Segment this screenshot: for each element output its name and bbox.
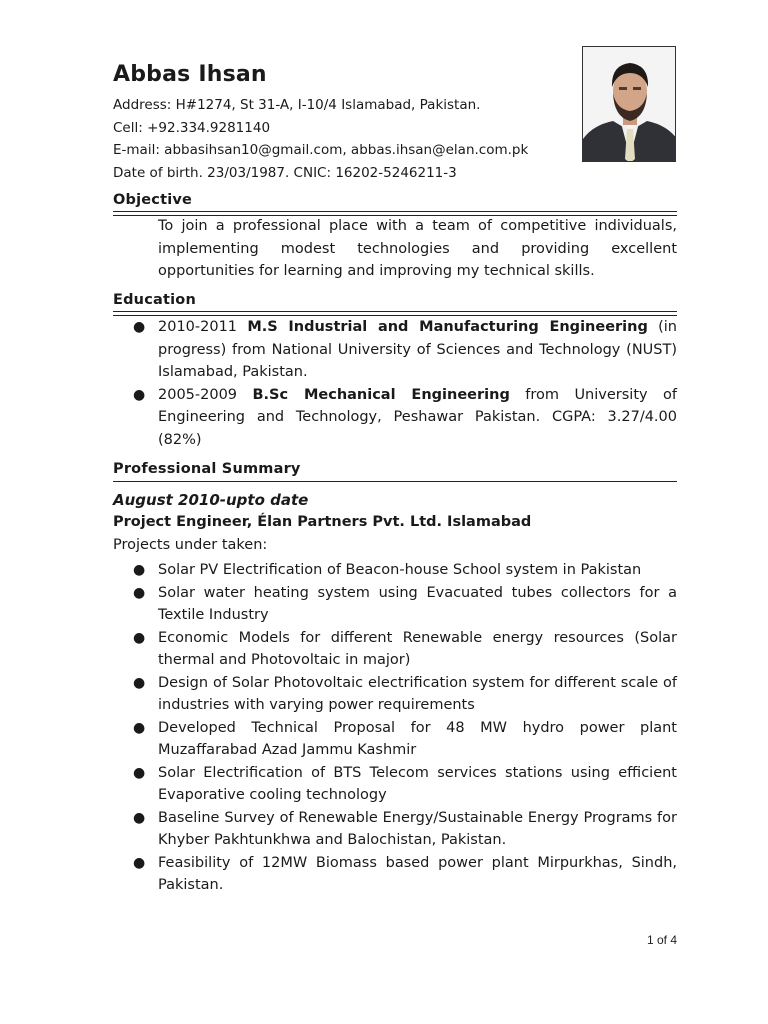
education-years: 2005-2009 (158, 386, 238, 403)
education-list (113, 316, 677, 451)
project-item (113, 762, 677, 807)
project-text: Solar water heating system using Evacuated tubes collectors for a Textile Industry (158, 584, 677, 623)
project-text: Developed Technical Proposal for 48 MW hydro power plant Muzaffarabad Azad Jammu Kashmir (158, 719, 677, 758)
project-item (113, 627, 677, 672)
project-text: Design of Solar Photovoltaic electrification system for different scale of industries with varying power requirements (158, 674, 677, 713)
summary-divider (113, 481, 677, 482)
profile-photo (582, 46, 676, 162)
summary-heading: Professional Summary (113, 461, 301, 477)
bullet-icon: ● (133, 854, 146, 871)
education-years: 2010-2011 (158, 319, 238, 335)
project-text: Economic Models for different Renewable energy resources (Solar thermal and Photovoltaic in major) (158, 629, 677, 668)
projects-list (113, 559, 677, 897)
bullet-icon: ● (133, 674, 146, 691)
bullet-icon: ● (133, 386, 146, 403)
education-degree: B.Sc Mechanical Engineering (252, 386, 510, 403)
project-text: Baseline Survey of Renewable Energy/Sustainable Energy Programs for Khyber Pakhtunkhwa and Balochistan, Pakistan. (158, 809, 677, 848)
project-item (113, 559, 677, 582)
project-item (113, 852, 677, 897)
bullet-icon: ● (133, 629, 146, 646)
bullet-icon: ● (133, 764, 146, 781)
objective-heading: Objective (113, 192, 193, 208)
email-line: E-mail: abbasihsan10@gmail.com, abbas.ihsan@elan.com.pk (113, 142, 529, 158)
education-item (113, 316, 677, 384)
page-indicator: 1 of 4 (646, 933, 677, 947)
education-details: (in progress) from National University of Sciences and Technology (NUST) Islamabad, Pakistan. (158, 319, 678, 380)
project-text: Feasibility of 12MW Biomass based power plant Mirpurkhas, Sindh, Pakistan. (158, 854, 677, 893)
project-text: Solar Electrification of BTS Telecom services stations using efficient Evaporative cooling technology (158, 764, 677, 803)
project-item (113, 807, 677, 852)
portrait-image (583, 47, 676, 162)
contact-block (113, 94, 528, 184)
education-heading: Education (113, 292, 196, 308)
education-degree: M.S Industrial and Manufacturing Engineering (247, 319, 648, 335)
dob-cnic-line: Date of birth. 23/03/1987. CNIC: 16202-5246211-3 (113, 164, 457, 181)
job-title: Project Engineer, Élan Partners Pvt. Ltd. Islamabad (113, 514, 532, 530)
project-item (113, 717, 677, 762)
candidate-name: Abbas Ihsan (113, 62, 267, 87)
project-item (113, 672, 677, 717)
project-text: Solar PV Electrification of Beacon-house School system in Pakistan (158, 562, 642, 578)
education-details: from University of Engineering and Technology, Peshawar Pakistan. CGPA: 3.27/4.00 (82%) (158, 386, 677, 448)
projects-label: Projects under taken: (113, 537, 268, 553)
bullet-icon: ● (133, 809, 146, 826)
education-item (113, 384, 677, 452)
bullet-icon: ● (133, 562, 146, 578)
bullet-icon: ● (133, 584, 146, 601)
bullet-icon: ● (133, 719, 146, 736)
address-line: Address: H#1274, St 31-A, I-10/4 Islamabad, Pakistan. (113, 97, 481, 113)
bullet-icon: ● (133, 319, 146, 335)
objective-text: To join a professional place with a team of competitive individuals, implementing modest technologies and providing excellent opportunities for learning and improving my technical skills. (158, 218, 677, 279)
project-item (113, 582, 677, 627)
cell-line: Cell: +92.334.9281140 (113, 119, 271, 136)
employment-period: August 2010-upto date (113, 491, 309, 509)
